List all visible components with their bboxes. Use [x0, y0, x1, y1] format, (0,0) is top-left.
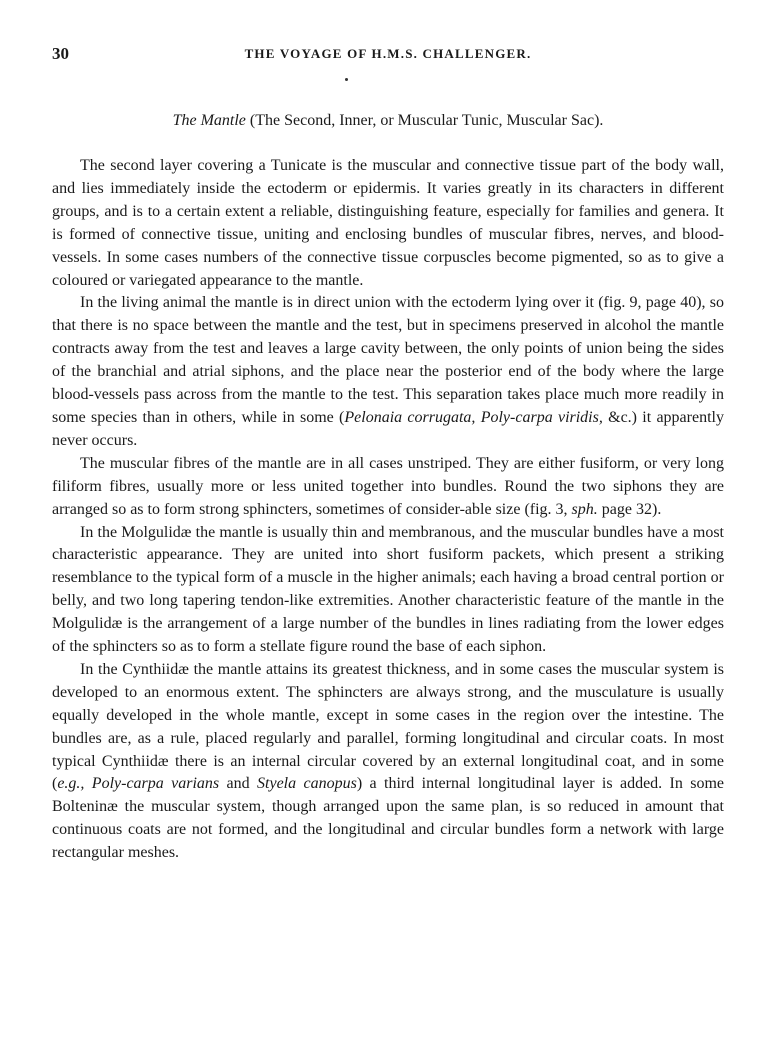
paragraph-5-and: and — [219, 775, 258, 793]
page-number: 30 — [52, 44, 69, 63]
paragraph-5-species-1: e.g., Poly-carpa varians — [57, 775, 220, 793]
paragraph-5-text-b: ) a third internal longitudinal layer is added. In some Bolteninæ the muscular system, though arranged upon the same plan, is so reduced in amount that continuous coats are not formed, and the longitudinal and circular bundles form a network with large rectangular meshes. — [52, 775, 725, 862]
running-title: THE VOYAGE OF H.M.S. CHALLENGER. — [244, 46, 532, 61]
section-heading — [52, 112, 724, 130]
paragraph-3-abbrev: sph. — [571, 500, 598, 518]
printer-mark — [345, 78, 348, 81]
paragraph-2-text-b: &c.) it apparently never occurs. — [52, 408, 724, 449]
paragraph-3 — [52, 453, 724, 522]
body-text — [52, 155, 724, 865]
paragraph-5 — [52, 659, 724, 865]
paragraph-2-text-a: In the living animal the mantle is in direct union with the ectoderm lying over it (fig. 9, page 40), so that there is no space between the mantle and the test, but in specimens preserved in alcohol the mantle contracts away from the test and leaves a large cavity between, the only points of union being the sides of the branchial and atrial siphons, and the place near the posterior end of the body where the large blood-vessels pass across from the mantle to the test. This separation takes place much more readily in some species than in others, while in some ( — [52, 294, 724, 426]
paragraph-5-text-a: In the Cynthiidæ the mantle attains its greatest thickness, and in some cases the muscular system is developed to an enormous extent. The sphincters are always strong, and the musculature is usually equally developed in the whole mantle, except in some cases in the region over the intestine. The bundles are, as a rule, placed regularly and parallel, forming longitudinal and circular coats. In most typical Cynthiidæ there is an internal circular covered by an external longitudinal coat, and in some ( — [52, 660, 724, 793]
running-head — [52, 44, 724, 68]
paragraph-2-species: Pelonaia corrugata, Poly-carpa viridis, — [344, 408, 603, 426]
paragraph-4: In the Molgulidæ the mantle is usually thin and membranous, and the muscular bundles have a most characteristic appearance. They are united into short fusiform packets, which present a striking resemblance to the typical form of a muscle in the higher animals; each having a broad central portion or belly, and two long tapering tendon-like extremities. Another characteristic feature of the mantle in the Molgulidæ is the arrangement of a large number of the bundles in lines radiating from the lower edges of the sphincters so as to form a stellate figure round the base of each siphon. — [52, 523, 724, 656]
section-title-italic: The Mantle — [172, 112, 246, 129]
paragraph-1: The second layer covering a Tunicate is the muscular and connective tissue part of the body wall, and lies immediately inside the ectoderm or epidermis. It varies greatly in its characters in different groups, and is to a certain extent a reliable, distinguishing feature, especially for families and genera. It is formed of connective tissue, uniting and enclosing bundles of muscular fibres, nerves, and blood-vessels. In some cases numbers of the connective tissue corpuscles become pigmented, so as to give a coloured or variegated appearance to the mantle. — [52, 157, 724, 289]
paragraph-3-text-b: page 32). — [597, 500, 662, 518]
section-title-rest: (The Second, Inner, or Muscular Tunic, Muscular Sac). — [249, 112, 604, 129]
paragraph-3-text-a: The muscular fibres of the mantle are in all cases unstriped. They are either fusiform, or very long filiform fibres, usually more or less united together into bundles. Round the two siphons they are arranged so as to form strong sphincters, sometimes of consider-able size (fig. 3, — [52, 454, 724, 518]
paragraph-2 — [52, 292, 724, 452]
paragraph-5-species-2: Styela canopus — [257, 775, 357, 793]
